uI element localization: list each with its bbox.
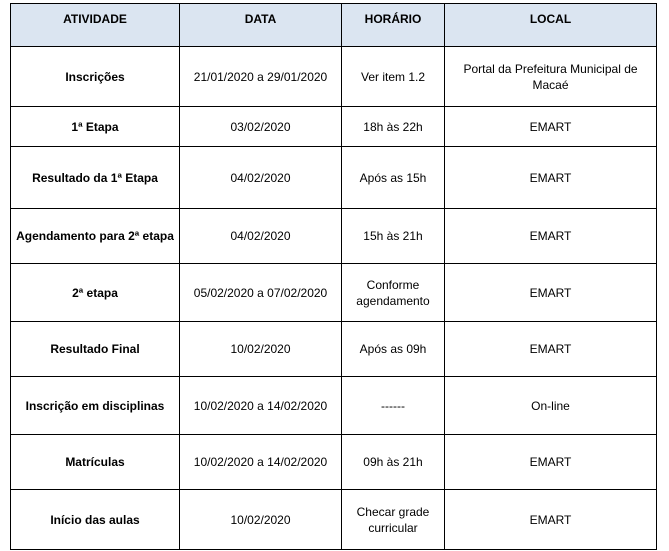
cell-atividade: Inscrições	[11, 47, 180, 107]
header-horario: HORÁRIO	[342, 4, 445, 47]
cell-local: On-line	[445, 377, 657, 435]
cell-data: 10/02/2020	[180, 322, 342, 377]
cell-horario: ------	[342, 377, 445, 435]
cell-data: 05/02/2020 a 07/02/2020	[180, 264, 342, 322]
cell-local: EMART	[445, 264, 657, 322]
cell-horario: Conforme agendamento	[342, 264, 445, 322]
table-row	[11, 147, 657, 209]
schedule-table	[10, 3, 657, 550]
cell-local: EMART	[445, 147, 657, 209]
cell-horario: 18h às 22h	[342, 107, 445, 147]
cell-local: EMART	[445, 490, 657, 550]
cell-horario: Checar grade curricular	[342, 490, 445, 550]
table-header	[11, 4, 657, 47]
cell-atividade: Inscrição em disciplinas	[11, 377, 180, 435]
cell-atividade: 2ª etapa	[11, 264, 180, 322]
header-atividade: ATIVIDADE	[11, 4, 180, 47]
cell-atividade: Resultado Final	[11, 322, 180, 377]
table-row	[11, 47, 657, 107]
cell-atividade: Matrículas	[11, 435, 180, 490]
cell-data: 04/02/2020	[180, 147, 342, 209]
cell-data: 10/02/2020	[180, 490, 342, 550]
table-row	[11, 435, 657, 490]
cell-horario: Após as 15h	[342, 147, 445, 209]
cell-data: 04/02/2020	[180, 209, 342, 264]
cell-horario: Ver item 1.2	[342, 47, 445, 107]
table-row	[11, 107, 657, 147]
cell-atividade: 1ª Etapa	[11, 107, 180, 147]
header-data: DATA	[180, 4, 342, 47]
header-local: LOCAL	[445, 4, 657, 47]
table-row	[11, 209, 657, 264]
cell-local: EMART	[445, 107, 657, 147]
table-body	[11, 47, 657, 550]
cell-atividade: Agendamento para 2ª etapa	[11, 209, 180, 264]
cell-local: Portal da Prefeitura Municipal de Macaé	[445, 47, 657, 107]
cell-data: 21/01/2020 a 29/01/2020	[180, 47, 342, 107]
cell-local: EMART	[445, 209, 657, 264]
header-row	[11, 4, 657, 47]
table-row	[11, 322, 657, 377]
cell-local: EMART	[445, 435, 657, 490]
table-row	[11, 377, 657, 435]
cell-horario: Após as 09h	[342, 322, 445, 377]
table-row	[11, 264, 657, 322]
table-row	[11, 490, 657, 550]
cell-horario: 09h às 21h	[342, 435, 445, 490]
cell-atividade: Resultado da 1ª Etapa	[11, 147, 180, 209]
cell-horario: 15h às 21h	[342, 209, 445, 264]
cell-local: EMART	[445, 322, 657, 377]
cell-data: 10/02/2020 a 14/02/2020	[180, 377, 342, 435]
cell-atividade: Início das aulas	[11, 490, 180, 550]
cell-data: 10/02/2020 a 14/02/2020	[180, 435, 342, 490]
cell-data: 03/02/2020	[180, 107, 342, 147]
